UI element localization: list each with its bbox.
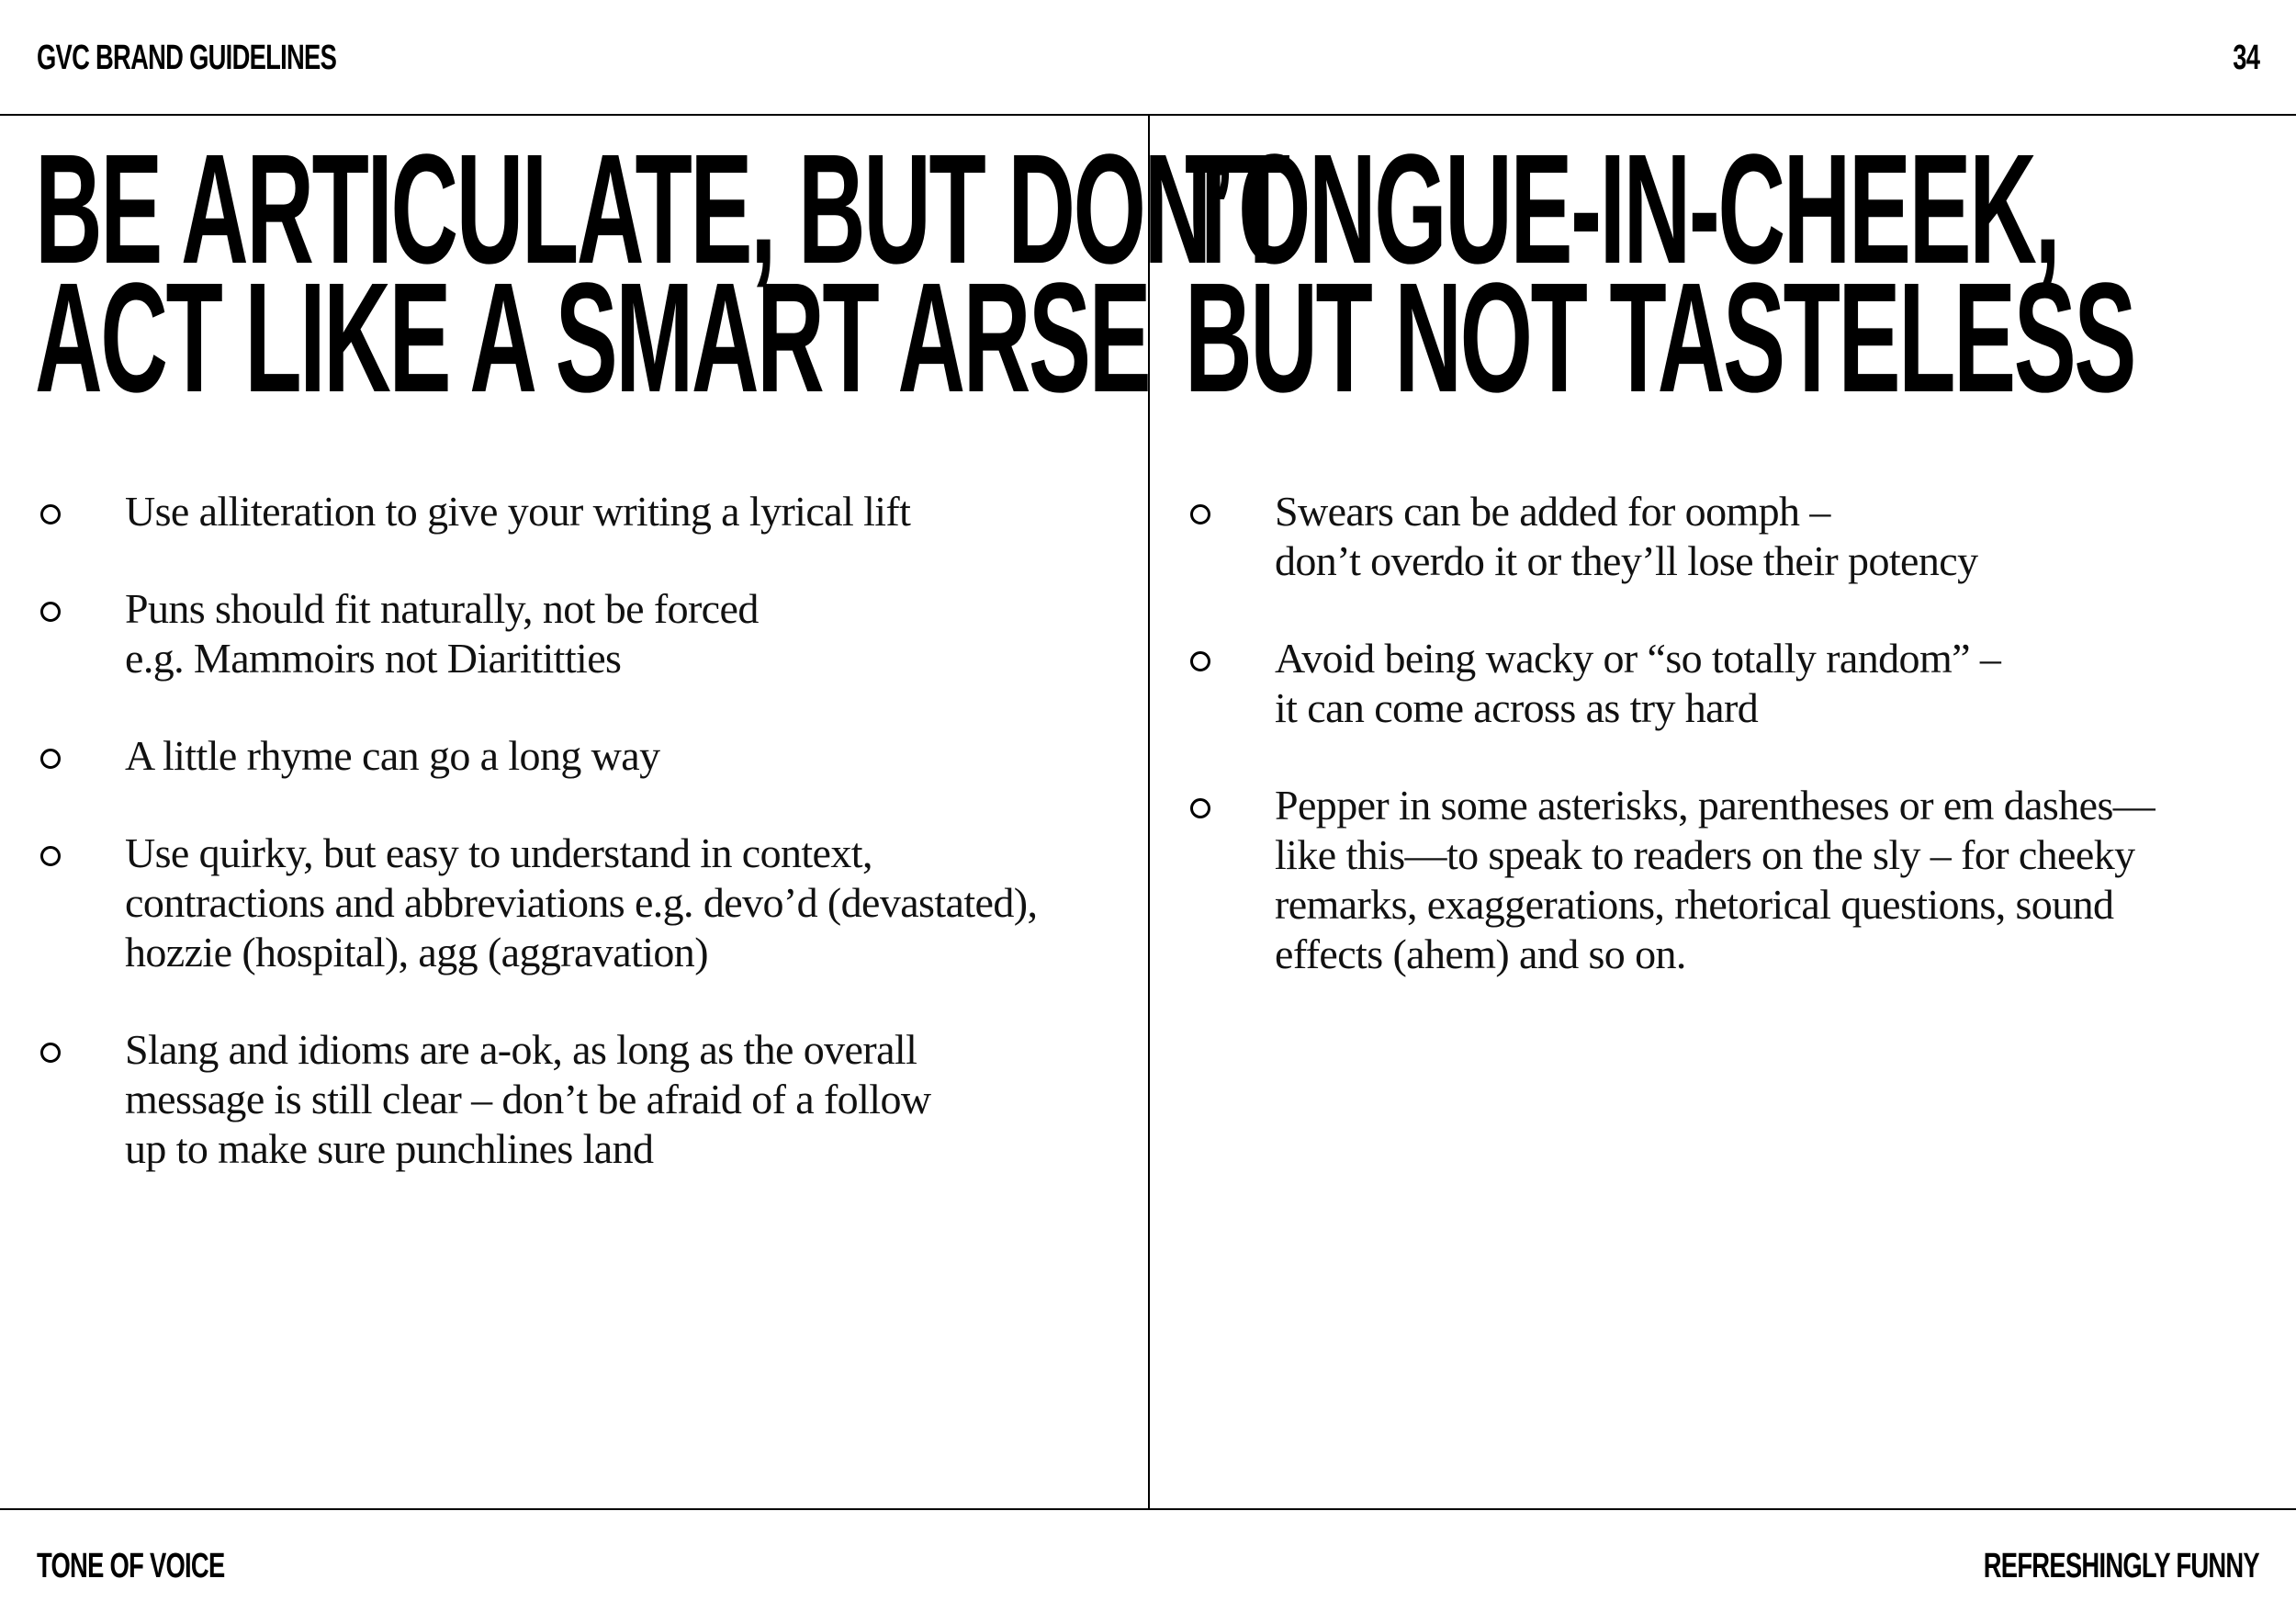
footer-section-label: TONE OF VOICE (37, 1547, 225, 1585)
bullet-text-line: Use quirky, but easy to understand in context, (125, 829, 872, 876)
circle-bullet-icon (40, 749, 61, 769)
footer-divider (0, 1508, 2296, 1510)
bullet-text-line: contractions and abbreviations e.g. devo’d (devastated), (125, 879, 1038, 926)
bullet-text-line: don’t overdo it or they’ll lose their potency (1275, 537, 1978, 584)
list-item (1187, 487, 2270, 586)
left-heading-line: BE ARTICULATE, BUT DON’T (35, 122, 1289, 297)
circle-bullet-icon (40, 504, 61, 524)
circle-bullet-icon (40, 846, 61, 866)
bullet-text-line: hozzie (hospital), agg (aggravation) (125, 929, 708, 976)
circle-bullet-icon (40, 602, 61, 622)
left-bullet-list (37, 487, 1120, 1222)
left-heading-line: ACT LIKE A SMART ARSE (35, 251, 1150, 425)
bullet-text-line: effects (ahem) and so on. (1275, 930, 1686, 977)
bullet-text-line: Pepper in some asterisks, parentheses or em dashes— (1275, 782, 2155, 829)
page-number: 34 (2232, 39, 2259, 77)
document-title: GVC BRAND GUIDELINES (37, 39, 337, 77)
list-item (37, 1025, 1120, 1174)
footer-subsection-label: REFRESHINGLY FUNNY (1983, 1547, 2259, 1585)
bullet-text-line: A little rhyme can go a long way (125, 732, 660, 779)
circle-bullet-icon (1190, 651, 1210, 671)
bullet-text-line: Slang and idioms are a-ok, as long as the overall (125, 1026, 917, 1073)
bullet-text-line: Puns should fit naturally, not be forced (125, 585, 759, 632)
list-item (37, 487, 1120, 536)
bullet-text-line: e.g. Mammoirs not Diarititties (125, 635, 622, 682)
list-item (37, 829, 1120, 977)
list-item (1187, 781, 2270, 979)
left-heading (35, 122, 1289, 425)
bullet-text-line: Swears can be added for oomph – (1275, 488, 1830, 535)
circle-bullet-icon (1190, 798, 1210, 818)
list-item (37, 584, 1120, 683)
right-heading-line: BUT NOT TASTELESS (1185, 251, 2134, 425)
list-item (37, 731, 1120, 781)
bullet-text-line: like this—to speak to readers on the sly – for cheeky (1275, 831, 2135, 878)
bullet-text-line: up to make sure punchlines land (125, 1125, 654, 1172)
right-heading-line: TONGUE-IN-CHEEK, (1185, 122, 2059, 297)
circle-bullet-icon (40, 1043, 61, 1063)
bullet-text-line: message is still clear – don’t be afraid of a follow (125, 1076, 931, 1122)
right-heading (1185, 122, 2134, 425)
bullet-text-line: remarks, exaggerations, rhetorical questions, sound (1275, 881, 2114, 928)
bullet-text-line: Use alliteration to give your writing a lyrical lift (125, 488, 911, 535)
circle-bullet-icon (1190, 504, 1210, 524)
list-item (1187, 634, 2270, 733)
bullet-text-line: Avoid being wacky or “so totally random” – (1275, 635, 2001, 682)
right-bullet-list (1187, 487, 2270, 1027)
bullet-text-line: it can come across as try hard (1275, 684, 1759, 731)
